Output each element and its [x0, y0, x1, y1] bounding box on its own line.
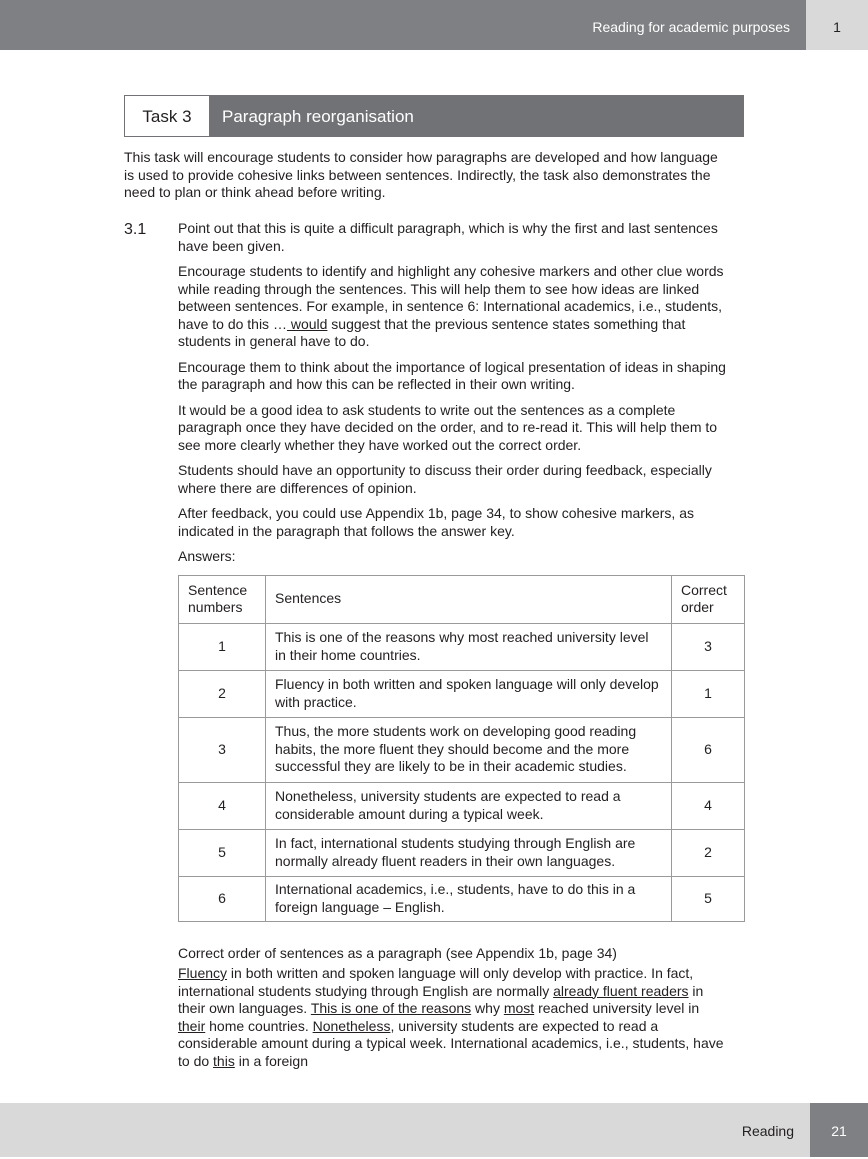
instruction-paragraph-1: Point out that this is quite a difficult paragraph, which is why the first and last sentences have been given. [178, 220, 718, 254]
correct-order-cell: 1 [672, 670, 745, 717]
task-title: Paragraph reorganisation [222, 107, 414, 126]
answers-label: Answers: [178, 548, 236, 564]
intro-paragraph: This task will encourage students to consider how paragraphs are developed and how language is used to provide cohesive links between sentences. Indirectly, the task also demonstrates the need to plan or think ahead before writing. [124, 149, 718, 200]
footer-bar [0, 1103, 868, 1157]
cohesive-marker: this [213, 1052, 235, 1069]
instruction-text: Encourage students to identify and highlight any cohesive markers and other clue words while reading through the sentences. This will help them to see how ideas are linked between sentences. For example, in sentence 6: International academics, i.e., students, have to do this … [178, 263, 724, 332]
table-row [179, 623, 745, 670]
cohesive-marker: Nonetheless [312, 1017, 391, 1034]
section-content [178, 220, 744, 922]
task-label: Task 3 [125, 96, 209, 136]
sentence-number-cell: 5 [179, 829, 266, 876]
task-banner [124, 95, 744, 137]
footer-section-label: Reading [741, 1123, 794, 1139]
paragraph-text: why [471, 1000, 504, 1016]
sentence-cell: International academics, i.e., students, have to do this in a foreign language – English. [266, 876, 672, 921]
instruction-paragraph-3: Encourage them to think about the importance of logical presentation of ideas in shaping the paragraph and how this can be reflected in their own writing. [178, 358, 726, 392]
paragraph-text: reached university level in [534, 1000, 700, 1016]
instruction-paragraph-6: After feedback, you could use Appendix 1b, page 34, to show cohesive markers, as indicated in the paragraph that follows the answer key. [178, 505, 694, 539]
table-header-row [179, 575, 745, 623]
column-header: Correct order [672, 575, 745, 623]
sentence-cell: Nonetheless, university students are expected to read a considerable amount during a typical week. [266, 782, 672, 829]
instruction-paragraph-4: It would be a good idea to ask students to write out the sentences as a complete paragraph once they have decided on the order, and to re-read it. This will help them to see more clearly whether they have worked out the correct order. [178, 401, 718, 453]
sentence-number-cell: 1 [179, 623, 266, 670]
paragraph-text: home countries. [205, 1017, 313, 1034]
cohesive-marker: their [178, 1017, 206, 1034]
cohesive-marker: most [503, 1000, 535, 1016]
section-number: 3.1 [124, 221, 147, 238]
correct-order-cell: 3 [672, 623, 745, 670]
table-row [179, 717, 745, 782]
sentence-number-cell: 2 [179, 670, 266, 717]
table-row [179, 829, 745, 876]
cohesive-marker: This is one of the reasons [310, 1000, 472, 1016]
sentence-cell: In fact, international students studying through English are normally already fluent readers in their own languages. [266, 829, 672, 876]
paragraph-text: in both written and spoken language will only develop with practice. In fact, international students studying through English are normally [178, 965, 694, 999]
paragraph-text: in their own languages. [178, 982, 704, 1016]
column-header: Sentences [266, 575, 672, 623]
underlined-word: would [286, 315, 328, 332]
correct-order-cell: 4 [672, 782, 745, 829]
column-header: Sentence numbers [179, 575, 266, 623]
sentence-cell: Fluency in both written and spoken language will only develop with practice. [266, 670, 672, 717]
table-row [179, 670, 745, 717]
instruction-paragraph-2 [178, 263, 726, 351]
answers-table [178, 575, 745, 922]
cohesive-marker: already fluent readers [553, 982, 689, 999]
instruction-paragraph-5: Students should have an opportunity to discuss their order during feedback, especially where there are differences of opinion. [178, 462, 712, 496]
sentence-cell: This is one of the reasons why most reached university level in their home countries. [266, 623, 672, 670]
chapter-number: 1 [806, 0, 868, 50]
sentence-number-cell: 3 [179, 717, 266, 782]
correct-order-cell: 2 [672, 829, 745, 876]
reordered-paragraph [178, 965, 726, 1070]
paragraph-text: , university students are expected to read a considerable amount during a typical week. International academics, i.e., students, have to do [178, 1017, 724, 1069]
sentence-number-cell: 4 [179, 782, 266, 829]
paragraph-text: in a foreign [234, 1052, 308, 1069]
sentence-cell: Thus, the more students work on developing good reading habits, the more fluent they should become and the more successful they are likely to be in their academic studies. [266, 717, 672, 782]
correct-order-cell: 5 [672, 876, 745, 921]
sentence-number-cell: 6 [179, 876, 266, 921]
paragraph-heading: Correct order of sentences as a paragraph (see Appendix 1b, page 34) [178, 945, 617, 961]
cohesive-marker: Fluency [178, 965, 228, 981]
table-row [179, 782, 745, 829]
correct-order-cell: 6 [672, 717, 745, 782]
instruction-text: suggest that the previous sentence states something that students in general have to do. [178, 315, 686, 349]
page-number: 21 [810, 1103, 868, 1157]
running-header-title: Reading for academic purposes [592, 19, 790, 35]
table-row [179, 876, 745, 921]
